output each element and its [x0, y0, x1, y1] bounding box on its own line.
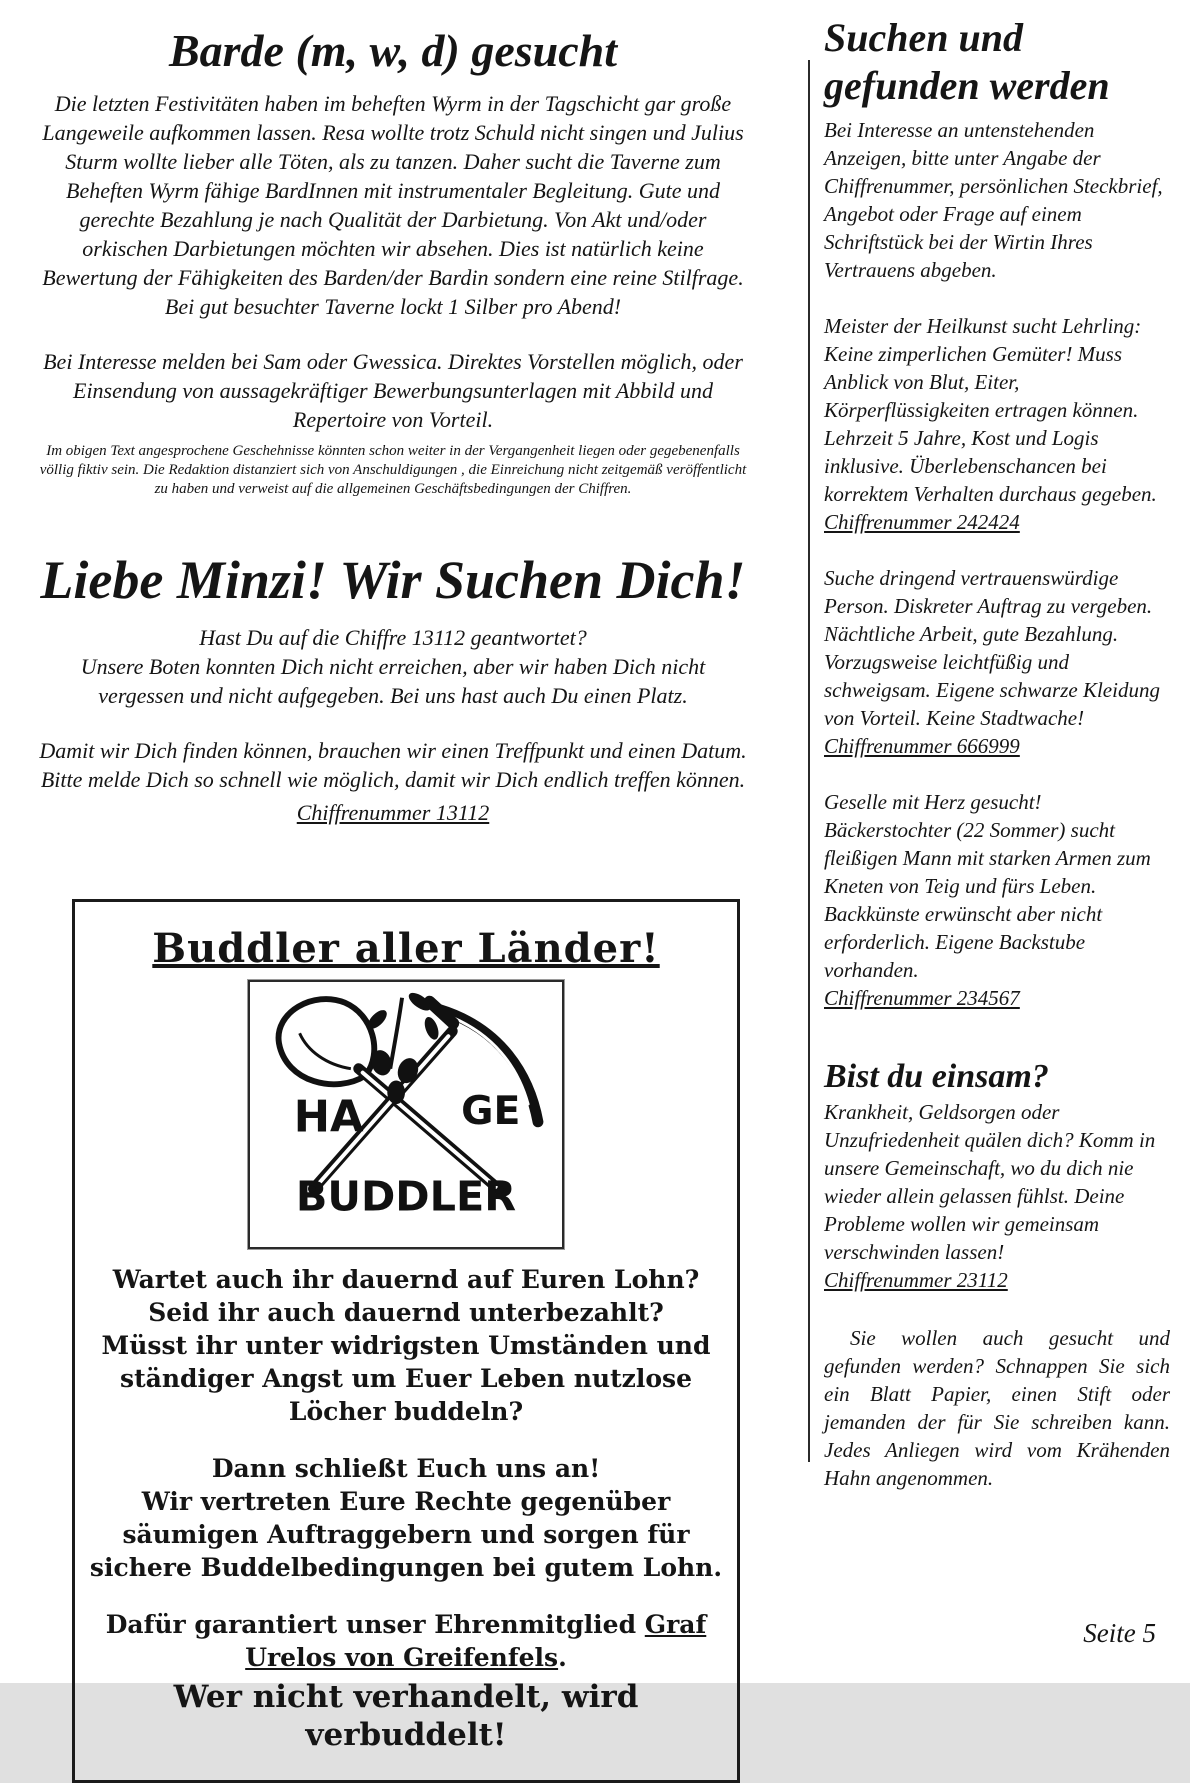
minzi-chiffre: Chiffrenummer 13112: [296, 799, 490, 825]
buddler-guarantee-line: [89, 1608, 723, 1674]
barde-pay-line: Bei gut besuchter Taverne lockt 1 Silber pro Abend!: [164, 293, 622, 319]
shovel-pickaxe-logo-icon: [252, 982, 560, 1243]
ad-buddler-box: [72, 899, 740, 1783]
classified-ad-baker: [824, 788, 1170, 1012]
buddler-paragraph: Wir vertreten Eure Rechte gegenüber säumigen Auftraggebern und sorgen für sichere Buddelbedingungen bei gutem Lohn.: [89, 1487, 723, 1582]
classified-ad-discreet: [824, 564, 1170, 760]
logo-text-ge: GE: [461, 1087, 521, 1134]
barde-title: Barde (m, w, d) gesucht: [168, 25, 618, 76]
classified-ad-healer: [824, 312, 1170, 536]
minzi-paragraph-2: Damit wir Dich finden können, brauchen wir einen Treffpunkt und einen Datum. Bitte melde Dich so schnell wie möglich, damit wir Dich endlich treffen können.: [39, 737, 747, 792]
buddler-join-line: Dann schließt Euch uns an!: [211, 1454, 601, 1483]
barde-paragraph-1: Die letzten Festivitäten haben im beheften Wyrm in der Tagschicht gar große Langeweile aufkommen lassen. Resa wollte trotz Schuld nicht singen und Julius Sturm wollte lieber alle Töten, als zu tanzen. Daher sucht die Taverne zum Beheften Wyrm fähige BardInnen mit instrumentaler Begleitung. Gute und gerechte Bezahlung je nach Qualität der Darbietung. Von Akt und/oder orkischen Darbietungen möchten wir absehen. Dies ist natürlich keine Bewertung der Fähigkeiten des Barden/der Bardin sondern eine reine Stilfrage.: [42, 90, 744, 290]
ad-text: Suche dringend vertrauenswürdige Person. Diskreter Auftrag zu vergeben. Nächtliche Arbeit, gute Bezahlung. Vorzugsweise leichtfüßig und schweigsam. Eigene schwarze Kleidung von Vorteil. Keine Stadtwache!: [824, 566, 1160, 730]
classifieds-outro: Sie wollen auch gesucht und gefunden werden? Schnappen Sie sich ein Blatt Papier, einen Stift oder jemanden der für Sie schreiben kann. Jedes Anliegen wird vom Krähenden Hahn angenommen.: [824, 1326, 1170, 1490]
classifieds-intro: Bei Interesse an untenstehenden Anzeigen, bitte unter Angabe der Chiffrenummer, persönlichen Steckbrief, Angebot oder Frage auf einem Schriftstück bei der Wirtin Ihres Vertrauens abgeben.: [824, 118, 1163, 282]
ad-chiffre: Chiffrenummer 242424: [824, 510, 1020, 534]
classified-ad-lonely: [824, 1058, 1170, 1294]
minzi-paragraph-1: Unsere Boten konnten Dich nicht erreichen, aber wir haben Dich nicht vergessen und nicht aufgegeben. Bei uns hast auch Du einen Platz.: [80, 653, 706, 708]
column-divider: [808, 60, 810, 1462]
guarantee-prefix: Dafür garantiert unser Ehrenmitglied: [105, 1610, 645, 1639]
ad-barde: [36, 26, 750, 499]
barde-paragraph-2: Bei Interesse melden bei Sam oder Gwessica. Direktes Vorstellen möglich, oder Einsendung von aussagekräftiger Bewerbungsunterlagen mit Abbild und Repertoire von Vorteil.: [43, 348, 743, 432]
buddler-question-2: Seid ihr auch dauernd unterbezahlt?: [148, 1298, 664, 1327]
guarantee-name: Graf Urelos von Greifenfels: [245, 1610, 707, 1672]
lonely-title: Bist du einsam?: [824, 1058, 1049, 1095]
classifieds-title: Suchen und gefunden werden: [824, 15, 1110, 108]
classifieds-column: [824, 14, 1170, 1492]
buddler-title: Buddler aller Länder!: [152, 925, 660, 972]
buddler-slogan: Wer nicht verhandelt, wird verbuddelt!: [173, 1679, 639, 1753]
ad-chiffre: Chiffrenummer 666999: [824, 734, 1020, 758]
ad-chiffre: Chiffrenummer 234567: [824, 986, 1020, 1010]
buddler-question-1: Wartet auch ihr dauernd auf Euren Lohn?: [112, 1265, 700, 1294]
page-number: Seite 5: [1083, 1618, 1156, 1648]
logo-text-buddler: BUDDLER: [295, 1172, 517, 1221]
minzi-title: Liebe Minzi! Wir Suchen Dich!: [40, 550, 746, 610]
guarantee-suffix: .: [558, 1643, 567, 1672]
lonely-chiffre: Chiffrenummer 23112: [824, 1268, 1008, 1292]
ad-minzi: [36, 552, 750, 827]
buddler-question-3: Müsst ihr unter widrigsten Umständen und ständiger Angst um Euer Leben nutzlose Löcher buddeln?: [101, 1331, 711, 1426]
minzi-question: Hast Du auf die Chiffre 13112 geantwortet?: [199, 624, 587, 650]
logo-text-ha: HA: [293, 1092, 364, 1143]
ad-text: Geselle mit Herz gesucht! Bäckerstochter (22 Sommer) sucht fleißigen Mann mit starken Armen zum Kneten von Teig und fürs Leben. Backkünste erwünscht aber nicht erforderlich. Eigene Backstube vorhanden.: [824, 790, 1151, 982]
ad-text: Meister der Heilkunst sucht Lehrling: Keine zimperlichen Gemüter! Muss Anblick von Blut, Eiter, Körperflüssigkeiten ertragen können. Lehrzeit 5 Jahre, Kost und Logis inklusive. Überlebenschancen bei korrektem Verhalten durchaus gegeben.: [824, 314, 1157, 506]
lonely-text: Krankheit, Geldsorgen oder Unzufriedenheit quälen dich? Komm in unsere Gemeinschaft, wo du dich nie wieder allein gelassen fühlst. Deine Probleme wollen wir gemeinsam verschwinden lassen!: [824, 1100, 1156, 1264]
barde-fineprint: Im obigen Text angesprochene Geschehnisse könnten schon weiter in der Vergangenheit liegen oder gegebenenfalls völlig fiktiv sein. Die Redaktion distanziert sich von Anschuldigungen , die Einreichung nicht zeitgemäß veröffentlicht zu haben und verweist auf die allgemeinen Geschäftsbedingungen der Chiffren.: [39, 442, 747, 497]
buddler-logo: [248, 980, 564, 1249]
